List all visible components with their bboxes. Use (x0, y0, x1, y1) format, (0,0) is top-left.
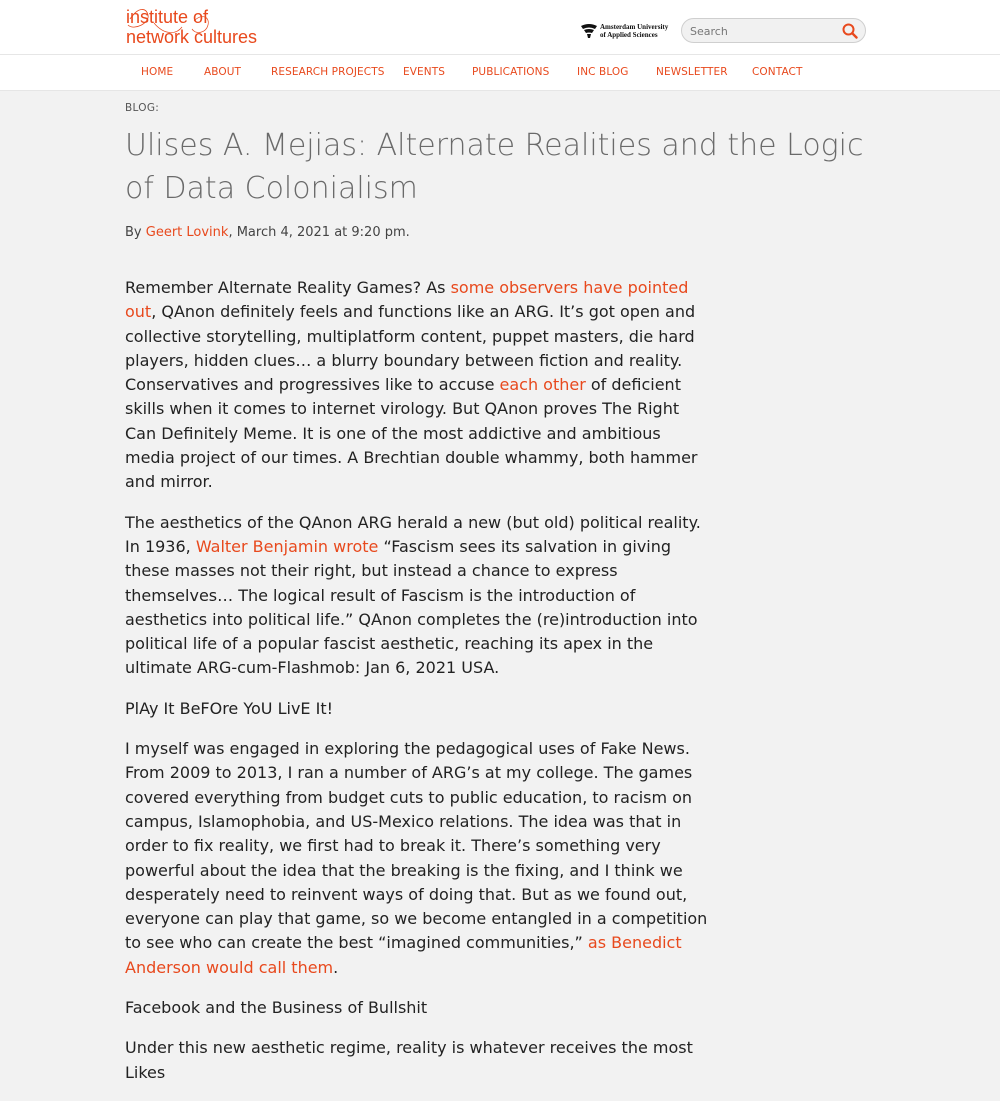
post-date: , March 4, 2021 at 9:20 pm. (228, 225, 410, 240)
post-body (125, 276, 715, 1101)
inline-link[interactable]: each other (499, 375, 586, 395)
author-link[interactable]: Geert Lovink (145, 225, 229, 240)
paragraph-text: I myself was engaged in exploring the pedagogical uses of Fake News. From 2009 to 2013, I ran a number of ARG’s at my college. The games covered everything from budget cuts to public education, to racism on campus, Islamophobia, and US-Mexico relations. The idea was that in order to fix reality, we first had to break it. There’s something very powerful about the idea that the breaking is the fixing, and I think we desperately need to reinvent ways of doing that. But as we found out, everyone can play that game, so we become entangled in a competition to see who can create the best “imagined communities,” (125, 739, 708, 953)
logo-line-1: institute of (126, 7, 209, 27)
main-nav (0, 55, 1000, 91)
inline-link[interactable]: as Benedict Anderson would call them (125, 933, 682, 977)
paragraph-text: . (333, 957, 339, 977)
partner-name-line-2: of Applied Sciences (600, 31, 658, 39)
search-input[interactable] (690, 22, 830, 40)
search-box (681, 18, 866, 43)
paragraph: Under this new aesthetic regime, reality is whatever receives the most Likes (125, 1038, 693, 1082)
inline-link[interactable]: Walter Benjamin wrote (195, 536, 379, 556)
paragraph (125, 276, 715, 495)
nav-item-publications[interactable]: PUBLICATIONS (472, 66, 550, 78)
paragraph-text: of deficient skills when it comes to internet virology. But QAnon proves The Right Can Definitely Meme. It is one of the most addictive and ambitious media project of our times. A Brechtian double whammy, both hammer and mirror. (125, 375, 698, 492)
search-icon[interactable] (842, 23, 858, 43)
page-title: Ulises A. Mejias: Alternate Realities and the Logic of Data Colonialism (125, 128, 864, 206)
partner-name (600, 23, 668, 39)
paragraph-text: The aesthetics of the QAnon ARG herald a new (but old) political reality. In 1936, (125, 512, 701, 556)
nav-item-events[interactable]: EVENTS (403, 66, 445, 78)
section-heading: Facebook and the Business of Bullshit (125, 998, 428, 1018)
site-logo[interactable] (124, 5, 274, 49)
byline-prefix: By (125, 225, 146, 240)
paragraph-text: “Fascism sees its salvation in giving these masses not their right, but instead a chance to express themselves… The logical result of Fascism is the introduction of aesthetics into political life.” QAnon completes the (re)introduction into political life of a popular fascist aesthetic, reaching its apex in the ultimate ARG-cum-Flashmob: Jan 6, 2021 USA. (125, 536, 698, 678)
nav-item-newsletter[interactable]: NEWSLETTER (656, 66, 728, 78)
paragraph-text: Remember Alternate Reality Games? As (125, 278, 451, 297)
post-byline (125, 225, 410, 240)
uva-logo-icon (580, 23, 598, 43)
inline-link[interactable]: some observers have pointed out (125, 278, 689, 322)
partner-logo[interactable] (580, 20, 675, 42)
logo-line-2: network cultures (126, 27, 258, 47)
paragraph (125, 737, 715, 980)
paragraph-text: , QAnon definitely feels and functions like an ARG. It’s got open and collective storytelling, multiplatform content, puppet masters, die hard players, hidden clues… a blurry boundary between fiction and reality. Conservatives and progressives like to accuse (125, 302, 696, 395)
nav-item-contact[interactable]: CONTACT (752, 66, 803, 78)
section-heading: PlAy It BeFOre YoU LivE It! (125, 698, 334, 718)
nav-item-research-projects[interactable]: RESEARCH PROJECTS (271, 66, 385, 78)
paragraph (125, 511, 715, 681)
partner-name-line-1: Amsterdam University (600, 23, 669, 31)
nav-item-about[interactable]: ABOUT (204, 66, 242, 78)
breadcrumb: BLOG: (125, 102, 160, 114)
site-header (0, 0, 1000, 55)
nav-item-home[interactable]: HOME (141, 66, 174, 78)
nav-item-inc-blog[interactable]: INC BLOG (577, 66, 629, 78)
